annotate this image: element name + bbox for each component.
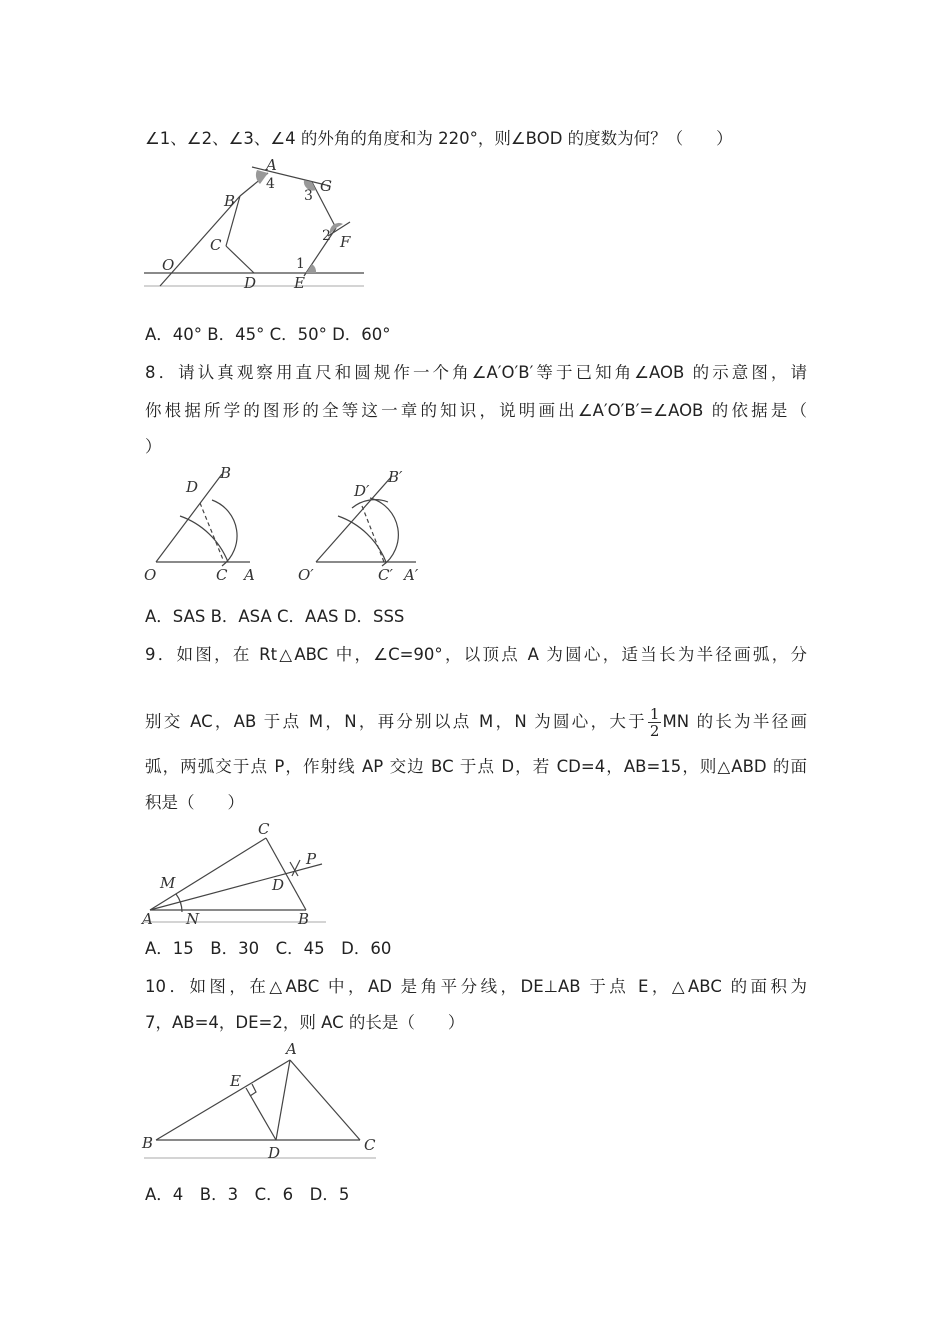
q10-options: A．4 B．3 C．6 D．5 <box>145 1185 350 1204</box>
q7-figure <box>140 158 370 293</box>
fraction-numerator: 1 <box>649 705 660 723</box>
label-p: P <box>306 850 317 868</box>
label-o: O <box>144 566 157 584</box>
label-a: A <box>266 156 277 174</box>
label-b: B <box>220 464 232 482</box>
label-a-prime: A′ <box>404 566 419 584</box>
label-c: C <box>216 566 228 584</box>
q10-figure <box>140 1040 380 1164</box>
label-n: N <box>186 910 200 928</box>
q8-line3: ） <box>145 437 162 456</box>
label-e: E <box>230 1072 241 1090</box>
label-c: C <box>210 236 222 254</box>
label-b: B <box>298 910 310 928</box>
label-3: 3 <box>304 188 313 204</box>
q10-line2: 7，AB=4，DE=2，则 AC 的长是（ ） <box>145 1013 465 1032</box>
label-d-prime: D′ <box>354 482 370 500</box>
label-c-prime: C′ <box>378 566 393 584</box>
label-o-prime: O′ <box>298 566 314 584</box>
q9-line4: 积是（ ） <box>145 793 244 812</box>
label-c: C <box>258 820 270 838</box>
label-d: D <box>268 1144 281 1162</box>
q8-line2: 你根据所学的图形的全等这一章的知识，说明画出∠A′O′B′=∠AOB 的依据是（ <box>145 401 807 420</box>
label-b: B <box>224 192 236 210</box>
q7-stem: ∠1、∠2、∠3、∠4 的外角的角度和为 220°，则∠BOD 的度数为何？（ ） <box>145 129 733 148</box>
q9-line1: 9．如图，在 Rt△ABC 中，∠C=90°，以顶点 A 为圆心，适当长为半径画弧，分 <box>145 645 807 664</box>
label-a: A <box>244 566 255 584</box>
label-b: B <box>142 1134 154 1152</box>
label-a: A <box>286 1040 297 1058</box>
q9-options: A．15 B．30 C．45 D．60 <box>145 939 392 958</box>
label-g: G <box>320 177 332 195</box>
label-a: A <box>142 910 153 928</box>
q9-line2 <box>145 706 807 739</box>
q10-line1: 10．如图，在△ABC 中，AD 是角平分线，DE⊥AB 于点 E，△ABC 的面积为 <box>145 977 807 996</box>
q8-line1: 8．请认真观察用直尺和圆规作一个角∠A′O′B′等于已知角∠AOB 的示意图，请 <box>145 363 807 382</box>
q9-figure <box>140 820 330 928</box>
label-e: E <box>294 274 305 292</box>
label-1: 1 <box>296 256 305 272</box>
fraction-half <box>648 706 662 739</box>
label-d: D <box>272 876 285 894</box>
label-2: 2 <box>322 228 331 244</box>
label-b-prime: B′ <box>388 468 403 486</box>
q9-line2-b: MN 的长为半径画 <box>662 712 807 731</box>
q8-options: A．SAS B．ASA C．AAS D．SSS <box>145 607 405 626</box>
q9-line2-a: 别交 AC，AB 于点 M，N，再分别以点 M，N 为圆心，大于 <box>145 712 647 731</box>
fraction-denominator: 2 <box>649 722 660 740</box>
label-c: C <box>364 1136 376 1154</box>
q7-options: A．40° B．45° C．50° D．60° <box>145 325 391 344</box>
label-f: F <box>340 233 351 251</box>
label-m: M <box>160 874 176 892</box>
label-4: 4 <box>266 176 275 192</box>
label-d: D <box>244 274 257 292</box>
label-o: O <box>162 256 175 274</box>
q8-figure <box>140 462 430 584</box>
q9-line3: 弧，两弧交于点 P，作射线 AP 交边 BC 于点 D，若 CD=4，AB=15，则△ABD 的面 <box>145 757 807 776</box>
label-d: D <box>186 478 199 496</box>
